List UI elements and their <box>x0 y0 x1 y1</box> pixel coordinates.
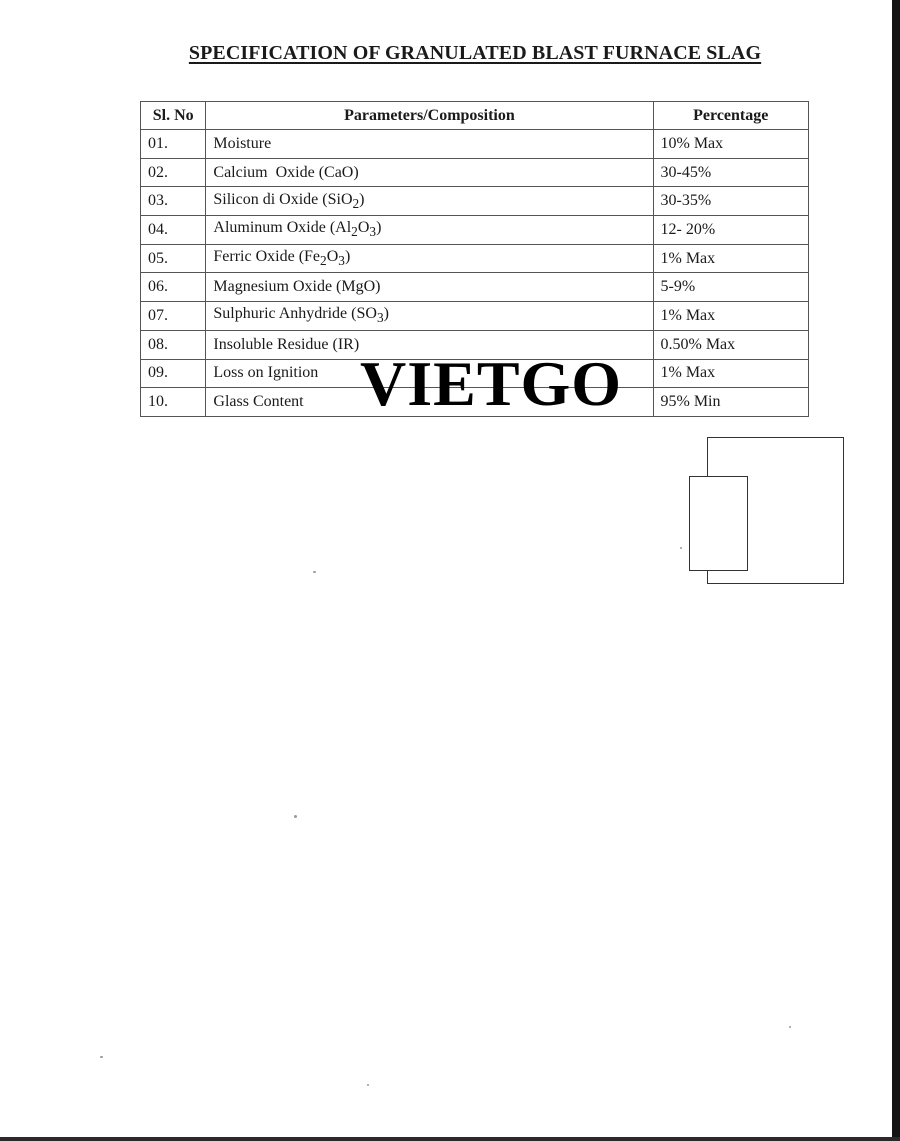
row-parameter <box>206 244 653 273</box>
row-percentage: 30-35% <box>653 187 809 216</box>
subscript: 3 <box>376 310 384 326</box>
row-number: 06. <box>141 273 206 302</box>
row-number: 07. <box>141 302 206 331</box>
document-title: SPECIFICATION OF GRANULATED BLAST FURNACE SLAG <box>188 42 762 64</box>
row-percentage: 95% Min <box>653 388 809 417</box>
row-percentage: 12- 20% <box>653 216 809 245</box>
row-percentage: 1% Max <box>653 244 809 273</box>
row-number: 02. <box>141 158 206 187</box>
row-number: 05. <box>141 244 206 273</box>
row-percentage: 5-9% <box>653 273 809 302</box>
table-row <box>141 244 809 273</box>
header-parameters: Parameters/Composition <box>206 102 653 130</box>
row-parameter <box>206 187 653 216</box>
row-number: 01. <box>141 130 206 159</box>
parameter-text: Sulphuric Anhydride (SO <box>213 305 377 323</box>
row-parameter <box>206 302 653 331</box>
subscript: 2 <box>352 195 360 211</box>
row-number: 04. <box>141 216 206 245</box>
subscript: 3 <box>369 224 377 240</box>
subscript: 2 <box>320 253 327 269</box>
row-number: 03. <box>141 187 206 216</box>
header-percentage: Percentage <box>653 102 809 130</box>
parameter-text: Aluminum Oxide (Al <box>213 219 352 237</box>
parameter-text: Moisture <box>213 134 272 152</box>
row-parameter <box>206 273 653 302</box>
row-percentage: 0.50% Max <box>653 330 809 359</box>
scan-speck <box>100 1056 103 1058</box>
scan-speck <box>294 815 297 818</box>
parameter-mid: O <box>357 219 370 237</box>
row-percentage: 10% Max <box>653 130 809 159</box>
parameter-text: Ferric Oxide (Fe <box>213 248 321 265</box>
scan-speck <box>680 547 682 549</box>
blank-box-small <box>689 476 748 571</box>
header-sl-no: Sl. No <box>141 102 206 130</box>
row-percentage: 1% Max <box>653 302 809 331</box>
parameter-text: Calcium Oxide (CaO) <box>213 163 359 181</box>
table-row <box>141 302 809 331</box>
row-parameter <box>206 130 653 159</box>
table-row <box>141 273 809 302</box>
subscript: 2 <box>351 224 358 240</box>
parameter-text: Glass Content <box>213 393 304 411</box>
table-header-row <box>141 102 809 130</box>
row-number: 09. <box>141 359 206 388</box>
parameter-tail: ) <box>383 305 389 323</box>
table-row <box>141 130 809 159</box>
row-parameter <box>206 216 653 245</box>
table-row <box>141 187 809 216</box>
parameter-tail: ) <box>376 219 382 237</box>
scan-speck <box>313 571 316 573</box>
parameter-tail: ) <box>344 248 351 265</box>
row-number: 10. <box>141 388 206 417</box>
scan-speck <box>789 1026 791 1028</box>
page-edge-bottom <box>0 1137 900 1141</box>
row-parameter <box>206 158 653 187</box>
parameter-text: Magnesium Oxide (MgO) <box>213 278 381 296</box>
parameter-text: Silicon di Oxide (SiO <box>213 190 353 208</box>
subscript: 3 <box>338 253 345 269</box>
scan-speck <box>367 1084 369 1086</box>
row-number: 08. <box>141 330 206 359</box>
parameter-mid: O <box>326 248 339 265</box>
table-row <box>141 158 809 187</box>
row-percentage: 30-45% <box>653 158 809 187</box>
row-percentage: 1% Max <box>653 359 809 388</box>
parameter-tail: ) <box>359 190 365 208</box>
page-edge-right <box>892 0 900 1141</box>
parameter-text: Loss on Ignition <box>213 364 319 382</box>
vietgo-watermark: VIETGO <box>360 348 623 419</box>
table-row <box>141 216 809 245</box>
parameter-text: Insoluble Residue (IR) <box>213 335 360 353</box>
